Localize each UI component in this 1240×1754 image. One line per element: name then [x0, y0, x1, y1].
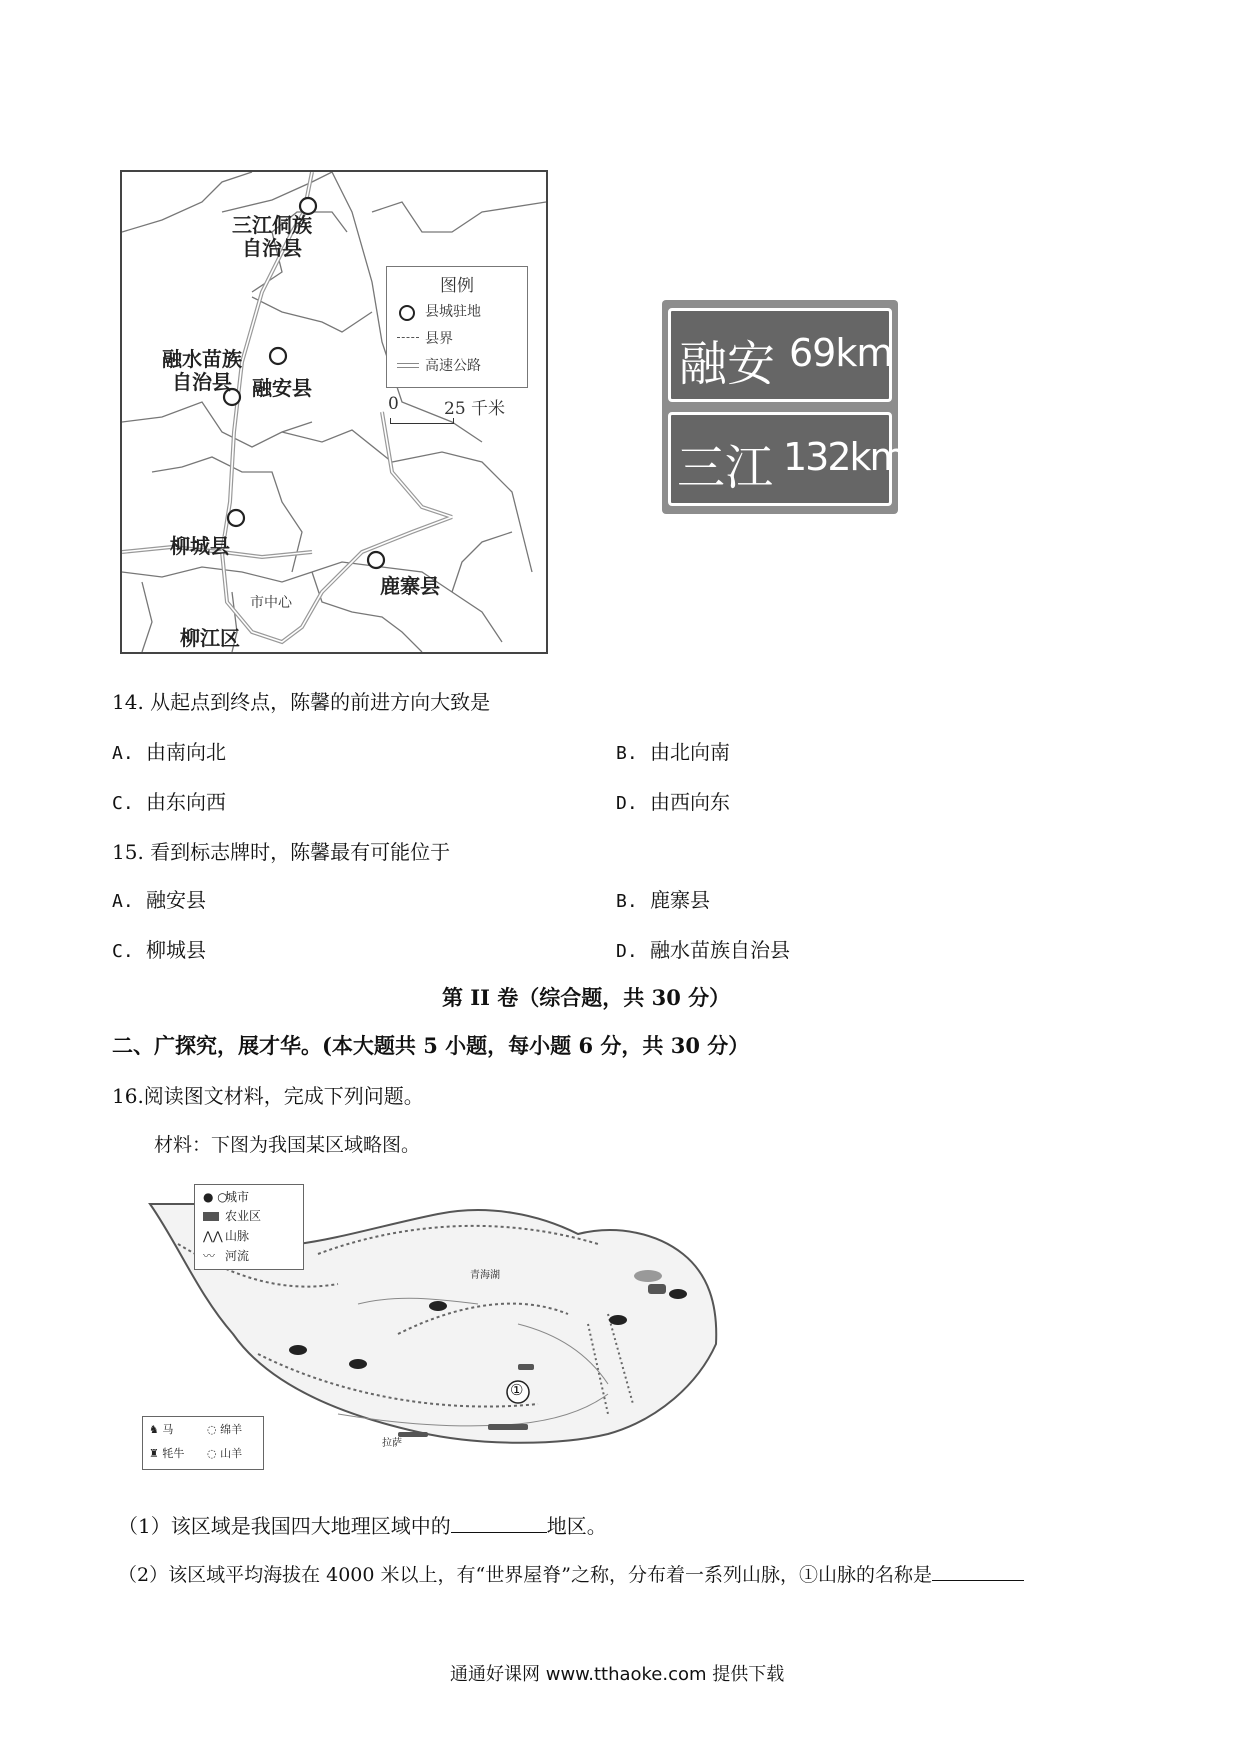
- animal-horse-label: 马: [162, 1423, 174, 1436]
- question-14-stem: 14. 从起点到终点，陈馨的前进方向大致是: [112, 690, 491, 714]
- legend-agri-label: 农业区: [225, 1209, 262, 1223]
- county-map: [120, 170, 548, 654]
- horse-icon: ♞: [149, 1423, 163, 1436]
- county-seat-icon: [399, 305, 415, 321]
- q15-option-d: [616, 934, 790, 963]
- option-letter: D.: [616, 793, 638, 814]
- sign-place-rongan: 融安: [679, 336, 776, 392]
- option-letter: A.: [112, 743, 134, 764]
- animal-yak: [149, 1445, 184, 1461]
- goat-icon: ◌: [207, 1447, 221, 1460]
- animal-sheep-label: 绵羊: [220, 1423, 243, 1436]
- section-title: 第 II 卷（综合题，共 30 分）: [442, 985, 731, 1010]
- q15-option-c: [112, 934, 206, 963]
- sub1-after: 地区。: [546, 1514, 607, 1538]
- label-rongshui: 融水苗族 自治县: [162, 347, 242, 394]
- sub1-before: （1）该区域是我国四大地理区域中的: [118, 1514, 451, 1538]
- label-rongan: 融安县: [252, 376, 312, 400]
- animal-legend: [142, 1416, 264, 1470]
- label-city-center: 市中心: [250, 595, 292, 611]
- option-text: 柳城县: [146, 938, 206, 962]
- legend-county-seat: 县城驻地: [425, 304, 481, 320]
- legend-river-label: 河流: [225, 1249, 250, 1263]
- animal-horse: [149, 1421, 173, 1437]
- q14-option-a: [112, 736, 226, 765]
- agri-icon: [203, 1212, 219, 1221]
- animal-yak-label: 牦牛: [162, 1447, 185, 1460]
- page-footer: 通通好课网 www.tthaoke.com 提供下载: [450, 1664, 785, 1685]
- scale-value: 25 千米: [444, 399, 506, 419]
- legend-city-label: 城市: [225, 1190, 250, 1204]
- road-sign: [662, 300, 905, 514]
- q15-option-b: [616, 884, 710, 913]
- option-letter: B.: [616, 743, 638, 764]
- range-marker: ①: [510, 1381, 524, 1399]
- river-icon: 〰: [203, 1249, 216, 1263]
- option-letter: C.: [112, 793, 134, 814]
- legend-title: 图例: [440, 276, 474, 296]
- map-legend: [386, 266, 528, 388]
- option-letter: C.: [112, 941, 134, 962]
- legend-mountain-label: 山脉: [225, 1229, 250, 1243]
- county-border-icon: [397, 337, 419, 338]
- legend-county-border: 县界: [425, 331, 453, 347]
- sheep-icon: ◌: [207, 1423, 221, 1436]
- option-text: 由西向东: [650, 790, 730, 814]
- option-letter: B.: [616, 891, 638, 912]
- yak-icon: ♜: [149, 1447, 163, 1460]
- material-text: 材料：下图为我国某区域略图。: [154, 1134, 421, 1156]
- question-16-stem: 16.阅读图文材料，完成下列问题。: [112, 1084, 424, 1108]
- highway-icon: [397, 363, 419, 368]
- sign-distance-rongan: 69km: [789, 331, 893, 375]
- q16-sub1: [118, 1510, 607, 1539]
- label-sanjiang: 三江侗族 自治县: [232, 213, 312, 260]
- q14-option-b: [616, 736, 730, 765]
- region-map: [138, 1184, 722, 1474]
- option-letter: D.: [616, 941, 638, 962]
- q14-option-c: [112, 786, 226, 815]
- option-text: 鹿寨县: [650, 888, 710, 912]
- legend-city: [203, 1188, 249, 1205]
- legend-highway: 高速公路: [425, 358, 481, 374]
- q15-option-a: [112, 884, 206, 913]
- animal-goat: [207, 1445, 242, 1461]
- region-map-legend: [194, 1184, 304, 1270]
- city-icon: ● ○: [203, 1190, 228, 1204]
- label-liucheng: 柳城县: [170, 534, 230, 558]
- city-label: 拉萨: [382, 1438, 402, 1449]
- animal-goat-label: 山羊: [220, 1447, 243, 1460]
- sign-row-rongan: [668, 308, 892, 402]
- sign-row-sanjiang: [668, 412, 905, 506]
- part-heading: 二、广探究，展才华。(本大题共 5 小题，每小题 6 分，共 30 分）: [112, 1033, 750, 1058]
- answer-blank-2[interactable]: [932, 1560, 1024, 1581]
- answer-blank-1[interactable]: [451, 1512, 547, 1533]
- sign-place-sanjiang: 三江: [677, 440, 774, 496]
- option-letter: A.: [112, 891, 134, 912]
- option-text: 由北向南: [650, 740, 730, 764]
- question-15-stem: 15. 看到标志牌时，陈馨最有可能位于: [112, 840, 451, 864]
- q14-option-d: [616, 786, 730, 815]
- q16-sub2: [118, 1560, 1024, 1587]
- animal-sheep: [207, 1421, 242, 1437]
- sign-distance-sanjiang: 132km: [783, 435, 905, 479]
- option-text: 融安县: [146, 888, 206, 912]
- scale-zero: 0: [388, 394, 399, 414]
- legend-agri: [203, 1207, 261, 1224]
- label-liujiang: 柳江区: [180, 626, 240, 650]
- scale-bar: [390, 418, 454, 424]
- mountain-icon: ⋀⋀: [203, 1229, 223, 1243]
- label-luzhai: 鹿寨县: [380, 574, 440, 598]
- legend-mountain: [203, 1227, 249, 1244]
- legend-river: [203, 1247, 249, 1264]
- sub2-text: （2）该区域平均海拔在 4000 米以上，有“世界屋脊”之称，分布着一系列山脉，①山脉的名称是: [118, 1564, 932, 1586]
- option-text: 融水苗族自治县: [650, 938, 790, 962]
- option-text: 由东向西: [146, 790, 226, 814]
- lake-label: 青海湖: [470, 1270, 500, 1281]
- option-text: 由南向北: [146, 740, 226, 764]
